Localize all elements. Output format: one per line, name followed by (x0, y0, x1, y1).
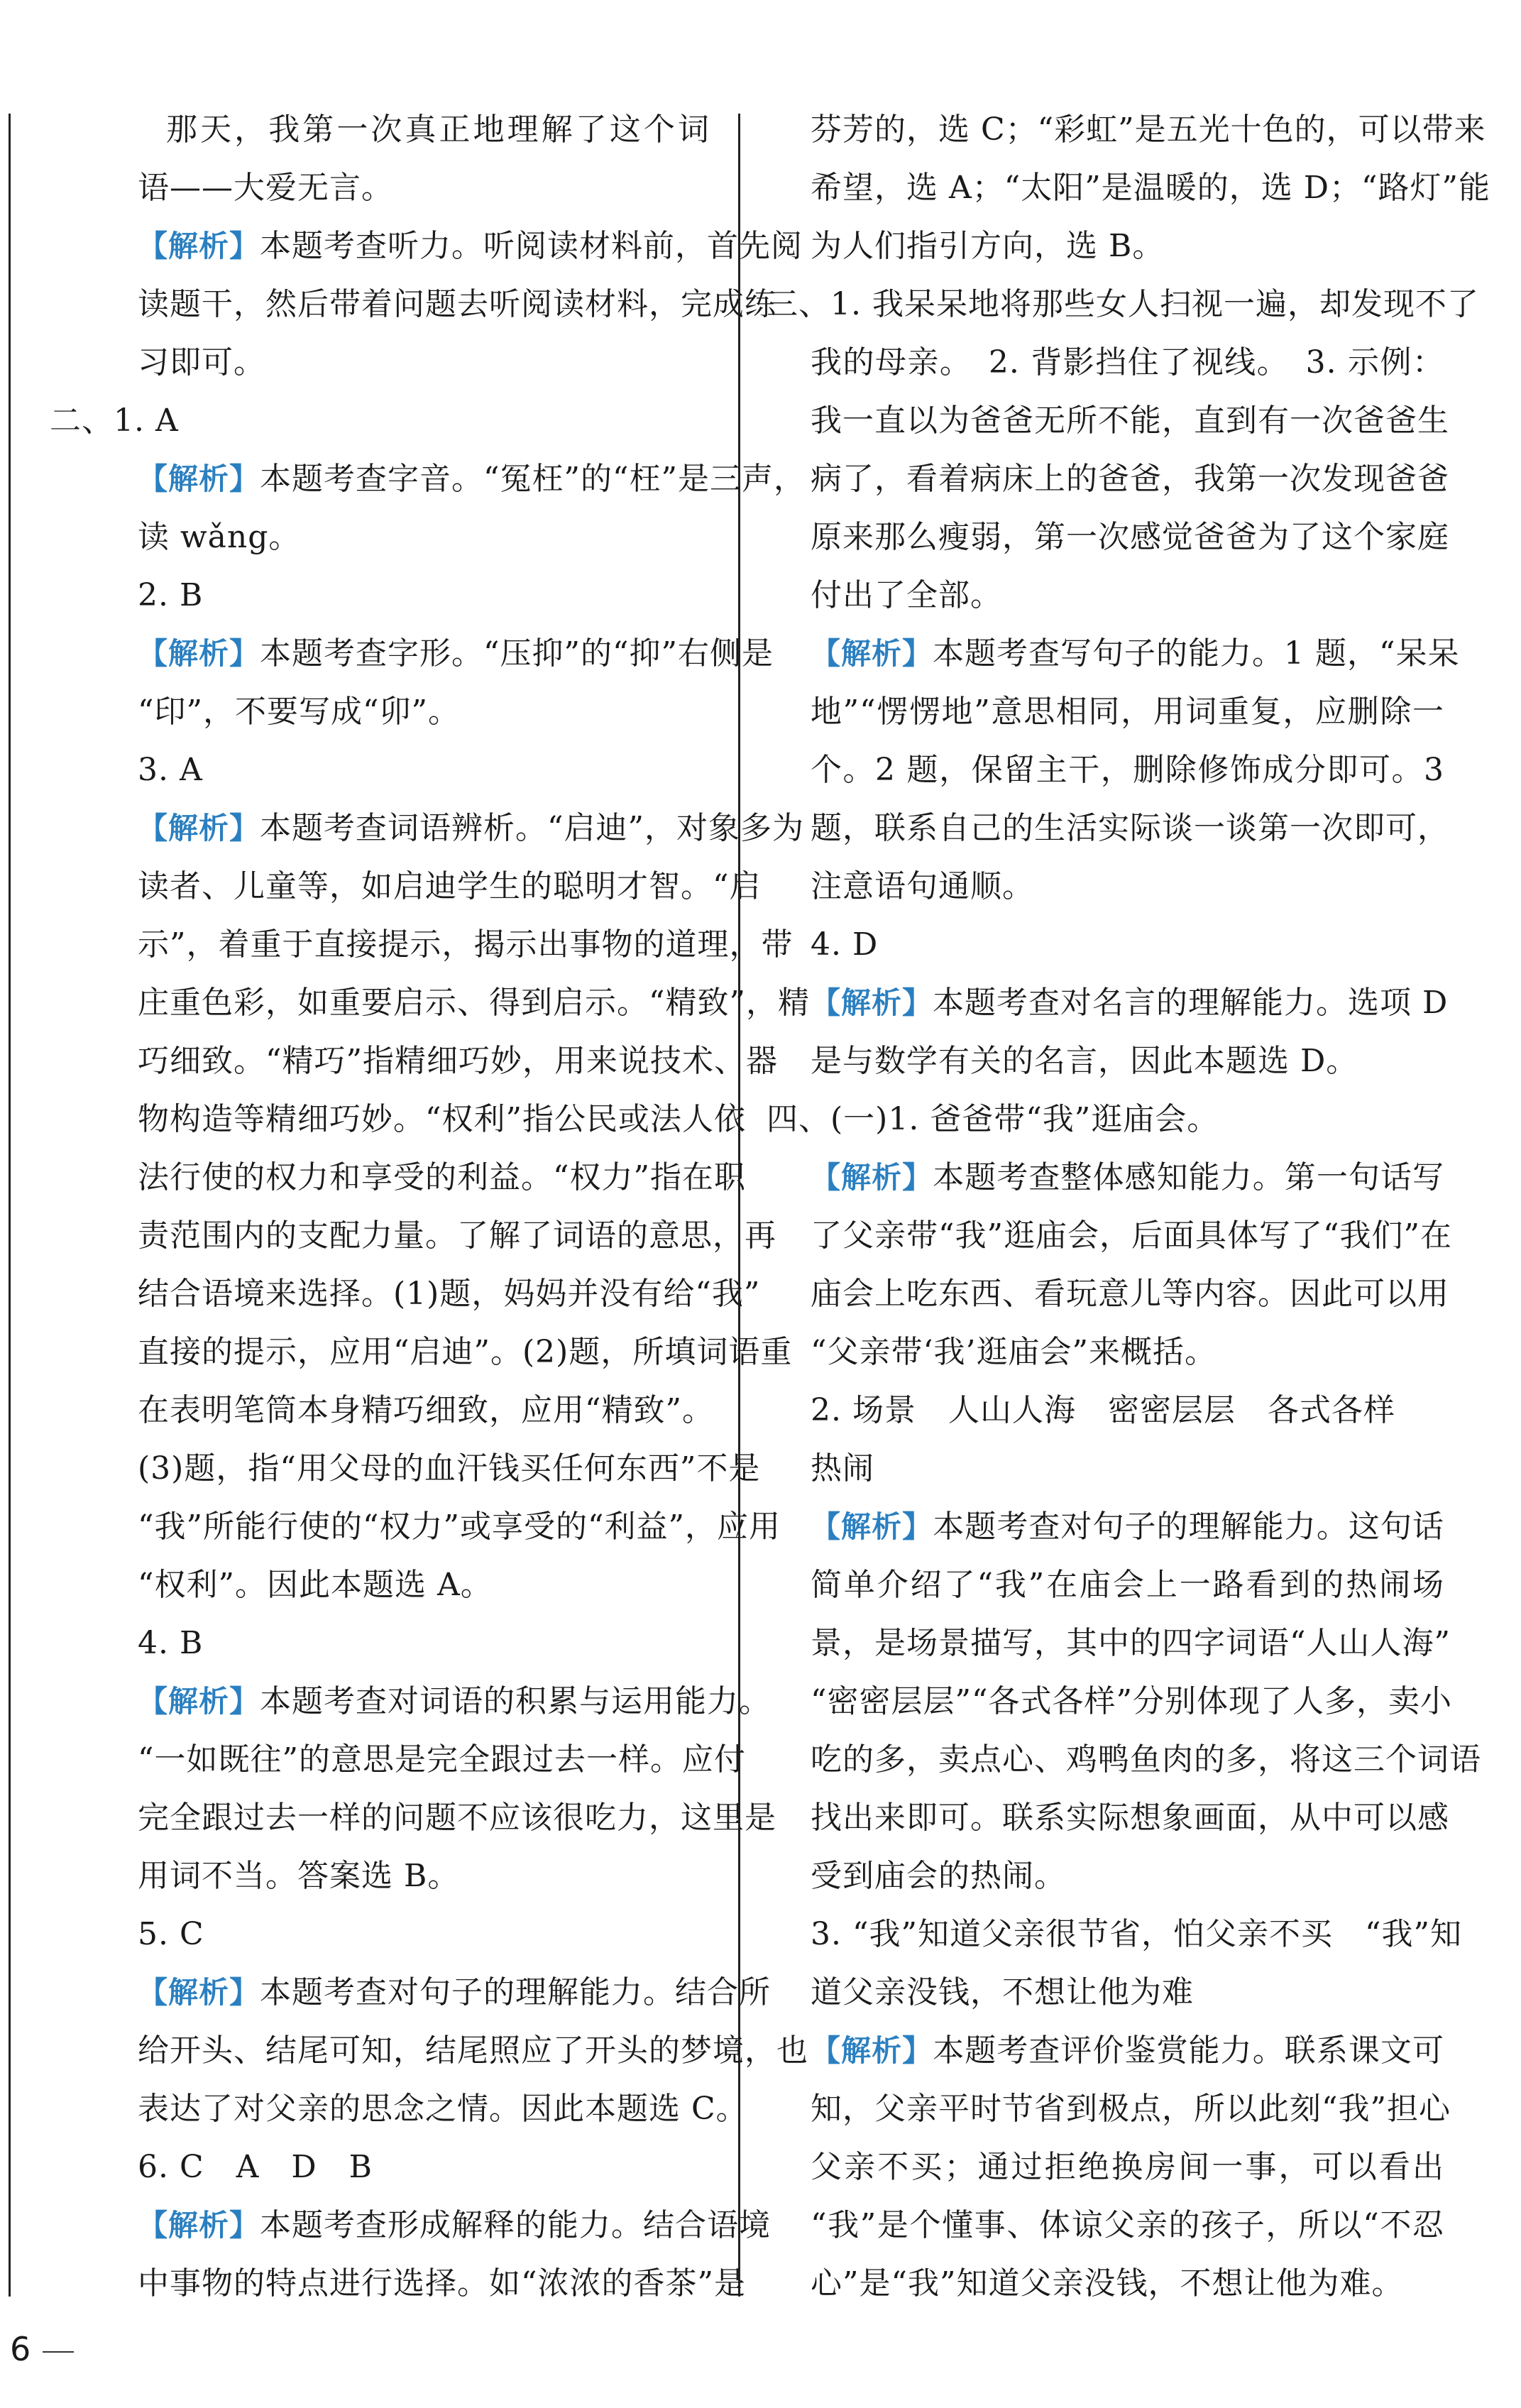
analysis-tag: 【解析】 (138, 811, 260, 845)
line-text: 了父亲带“我”逛庙会，后面具体写了“我们”在 (811, 1217, 1452, 1254)
text-line (50, 2022, 808, 2080)
line-text: 希望，选 A；“太阳”是温暖的，选 D；“路灯”能 (811, 170, 1491, 206)
analysis-tag: 【解析】 (138, 1684, 260, 1719)
line-text: (3)题，指“用父母的血汗钱买任何东西”不是 (138, 1450, 761, 1487)
text-line (767, 1847, 1444, 1905)
line-text: 4. D (811, 926, 879, 963)
text-line (50, 1614, 710, 1673)
text-line (50, 683, 710, 741)
text-line (767, 1265, 1449, 1323)
line-text: 本题考查评价鉴赏能力。联系课文可 (933, 2032, 1444, 2069)
line-text: 吃的多，卖点心、鸡鸭鱼肉的多，将这三个词语 (811, 1741, 1481, 1778)
line-text: 用词不当。答案选 B。 (138, 1858, 460, 1894)
line-text: 5. C (138, 1916, 204, 1952)
text-line (50, 916, 794, 974)
text-line (50, 1789, 776, 1847)
line-text: 语——大爱无言。 (138, 170, 393, 206)
line-text: 中事物的特点进行选择。如“浓浓的香茶”是 (138, 2265, 746, 2302)
line-text: 庄重色彩，如重要启示、得到启示。“精致”，精 (138, 985, 810, 1021)
line-text: 4. B (138, 1625, 204, 1661)
line-text: 注意语句通顺。 (811, 868, 1034, 904)
text-line (767, 2196, 1444, 2255)
line-text: 本题考查对词语的积累与运用能力。 (260, 1683, 772, 1719)
analysis-tag: 【解析】 (138, 229, 260, 263)
line-text: 我的母亲。 2. 背影挡住了视线。 3. 示例： (811, 344, 1444, 381)
text-line (50, 1905, 710, 1964)
text-line (50, 217, 803, 275)
text-line (50, 334, 710, 392)
text-line (50, 1149, 746, 1207)
text-line (767, 2138, 1444, 2196)
line-text: 知，父亲平时节省到极点，所以此刻“我”担心 (811, 2091, 1451, 2127)
line-text: 心”是“我”知道父亲没钱，不想让他为难。 (811, 2265, 1404, 2302)
text-line (767, 1381, 1444, 1440)
text-line (767, 974, 1449, 1032)
analysis-tag: 【解析】 (811, 636, 933, 671)
text-line (767, 217, 1444, 275)
text-line (50, 1090, 746, 1149)
line-text: “一如既往”的意思是完全跟过去一样。应付 (138, 1741, 746, 1778)
text-line (767, 1964, 1444, 2022)
text-line (50, 1381, 714, 1440)
text-line (50, 450, 806, 508)
text-line (50, 2255, 746, 2313)
line-text: 直接的提示，应用“启迪”。(2)题，所填词语重 (138, 1334, 793, 1370)
line-text: 本题考查对句子的理解能力。结合所 (260, 1974, 772, 2010)
line-text: 责范围内的支配力量。了解了词语的意思，再 (138, 1217, 776, 1254)
line-text: “我”是个懂事、体谅父亲的孩子，所以“不忍 (811, 2207, 1444, 2243)
text-line (767, 567, 1444, 625)
analysis-tag: 【解析】 (138, 1975, 260, 2010)
line-text: 为人们指引方向，选 B。 (811, 228, 1165, 264)
text-line (50, 2138, 710, 2196)
text-line (767, 1440, 1444, 1498)
line-text: 表达了对父亲的思念之情。因此本题选 C。 (138, 2091, 748, 2127)
analysis-tag: 【解析】 (811, 1509, 933, 1544)
text-line (50, 275, 776, 334)
text-line (767, 1090, 1444, 1149)
text-line (50, 799, 805, 858)
text-line (767, 450, 1449, 508)
line-text: 付出了全部。 (811, 577, 1002, 613)
line-text: 2. 场景 人山人海 密密层层 各式各样 (811, 1392, 1395, 1428)
analysis-tag: 【解析】 (138, 461, 260, 496)
line-text: 6. C A D B (138, 2149, 373, 2185)
text-line (767, 2080, 1451, 2138)
line-text: 2. B (138, 577, 204, 613)
analysis-tag: 【解析】 (811, 2033, 933, 2068)
line-text: 结合语境来选择。(1)题，妈妈并没有给“我” (138, 1276, 761, 1312)
page-number-dash (43, 2351, 74, 2353)
right-column (767, 101, 1491, 2313)
line-text: 三、1. 我呆呆地将那些女人扫视一遍，却发现不了 (767, 286, 1479, 322)
text-line (767, 1032, 1444, 1090)
text-line (50, 1556, 710, 1614)
line-text: 父亲不买；通过拒绝换房间一事，可以看出 (811, 2149, 1444, 2185)
text-line (767, 159, 1491, 217)
analysis-tag: 【解析】 (138, 636, 260, 671)
text-line (50, 2196, 772, 2255)
line-text: “我”所能行使的“权力”或享受的“利益”，应用 (138, 1509, 781, 1545)
text-line (50, 1032, 778, 1090)
text-line (767, 1556, 1444, 1614)
text-line (50, 508, 710, 567)
text-line (767, 1149, 1444, 1207)
line-text: 本题考查对名言的理解能力。选项 D (933, 985, 1449, 1021)
text-line (50, 741, 710, 799)
line-text: 庙会上吃东西、看玩意儿等内容。因此可以用 (811, 1276, 1449, 1312)
text-line (767, 275, 1479, 334)
left-margin-rule (9, 114, 11, 2297)
line-text: 道父亲没钱，不想让他为难 (811, 1974, 1194, 2010)
page-number: 6 (10, 2330, 31, 2368)
text-line (767, 858, 1444, 916)
text-line (767, 1905, 1462, 1964)
line-text: 芬芳的，选 C；“彩虹”是五光十色的，可以带来 (811, 111, 1486, 148)
line-text: “印”，不要写成“卯”。 (138, 694, 460, 730)
text-line (50, 1731, 746, 1789)
text-line (50, 159, 710, 217)
text-line (767, 1731, 1481, 1789)
text-line (50, 1847, 710, 1905)
line-text: 本题考查字音。“冤枉”的“枉”是三声， (260, 461, 806, 497)
text-line (50, 567, 710, 625)
text-line (767, 101, 1486, 159)
text-line (767, 683, 1444, 741)
text-line (767, 508, 1449, 567)
line-text: 示”，着重于直接提示，揭示出事物的道理，带 (138, 926, 794, 963)
text-line (50, 1964, 772, 2022)
analysis-tag: 【解析】 (811, 985, 933, 1020)
text-line (50, 1498, 781, 1556)
line-text: 物构造等精细巧妙。“权利”指公民或法人依 (138, 1101, 746, 1137)
line-text: 巧细致。“精巧”指精细巧妙，用来说技术、器 (138, 1043, 778, 1079)
line-text: 本题考查形成解释的能力。结合语境 (260, 2207, 772, 2243)
text-line (767, 916, 1444, 974)
text-line (767, 334, 1444, 392)
line-text: 受到庙会的热闹。 (811, 1858, 1066, 1894)
line-text: 3. A (138, 752, 203, 788)
line-text: 法行使的权力和享受的利益。“权力”指在职 (138, 1159, 746, 1195)
text-line (767, 1323, 1444, 1381)
line-text: 景，是场景描写，其中的四字词语“人山人海” (811, 1625, 1451, 1661)
line-text: 原来那么瘦弱，第一次感觉爸爸为了这个家庭 (811, 519, 1449, 555)
line-text: “权利”。因此本题选 A。 (138, 1567, 493, 1603)
line-text: 二、1. A (50, 403, 179, 439)
line-text: 本题考查写句子的能力。1 题，“呆呆 (933, 635, 1460, 672)
line-text: “父亲带‘我’逛庙会”来概括。 (811, 1334, 1217, 1370)
analysis-tag: 【解析】 (811, 1160, 933, 1195)
line-text: 病了，看着病床上的爸爸，我第一次发现爸爸 (811, 461, 1449, 497)
analysis-tag: 【解析】 (138, 2208, 260, 2243)
text-line (50, 974, 810, 1032)
text-line (767, 1207, 1452, 1265)
line-text: 读题干，然后带着问题去听阅读材料，完成练 (138, 286, 776, 322)
line-text: 我一直以为爸爸无所不能，直到有一次爸爸生 (811, 403, 1449, 439)
line-text: 完全跟过去一样的问题不应该很吃力，这里是 (138, 1800, 776, 1836)
text-line (767, 2255, 1444, 2313)
line-text: 读 wǎng。 (138, 519, 301, 555)
text-line (50, 1323, 793, 1381)
line-text: 3. “我”知道父亲很节省，怕父亲不买 “我”知 (811, 1916, 1462, 1952)
text-line (50, 1265, 761, 1323)
text-line (50, 392, 710, 450)
text-line (767, 2022, 1444, 2080)
text-line (50, 1673, 772, 1731)
text-line (50, 1207, 776, 1265)
text-line (50, 2080, 748, 2138)
line-text: 那天，我第一次真正地理解了这个词 (166, 111, 710, 148)
text-line (50, 625, 774, 683)
line-text: 题，联系自己的生活实际谈一谈第一次即可， (811, 810, 1449, 846)
line-text: 是与数学有关的名言，因此本题选 D。 (811, 1043, 1358, 1079)
text-line (50, 101, 710, 159)
text-line (767, 392, 1449, 450)
text-line (767, 1498, 1444, 1556)
line-text: 在表明笔筒本身精巧细致，应用“精致”。 (138, 1392, 714, 1428)
text-line (767, 625, 1460, 683)
text-line (767, 1789, 1449, 1847)
left-column (50, 101, 810, 2313)
line-text: “密密层层”“各式各样”分别体现了人多，卖小 (811, 1683, 1452, 1719)
line-text: 找出来即可。联系实际想象画面，从中可以感 (811, 1800, 1449, 1836)
line-text: 本题考查词语辨析。“启迪”，对象多为 (260, 810, 805, 846)
line-text: 本题考查字形。“压抑”的“抑”右侧是 (260, 635, 774, 672)
text-line (50, 1440, 761, 1498)
line-text: 热闹 (811, 1450, 874, 1487)
text-line (767, 1614, 1451, 1673)
line-text: 本题考查听力。听阅读材料前，首先阅 (260, 228, 803, 264)
line-text: 个。2 题，保留主干，删除修饰成分即可。3 (811, 752, 1444, 788)
line-text: 简单介绍了“我”在庙会上一路看到的热闹场 (811, 1567, 1444, 1603)
line-text: 本题考查对句子的理解能力。这句话 (933, 1509, 1444, 1545)
text-line (767, 799, 1449, 858)
line-text: 习即可。 (138, 344, 265, 381)
text-line (50, 858, 762, 916)
text-line (767, 741, 1444, 799)
text-line (767, 1673, 1452, 1731)
line-text: 地”“愣愣地”意思相同，用词重复，应删除一 (811, 694, 1444, 730)
line-text: 本题考查整体感知能力。第一句话写 (933, 1159, 1444, 1195)
line-text: 读者、儿童等，如启迪学生的聪明才智。“启 (138, 868, 762, 904)
line-text: 给开头、结尾可知，结尾照应了开头的梦境，也 (138, 2032, 808, 2069)
line-text: 四、(一)1. 爸爸带“我”逛庙会。 (767, 1101, 1219, 1137)
